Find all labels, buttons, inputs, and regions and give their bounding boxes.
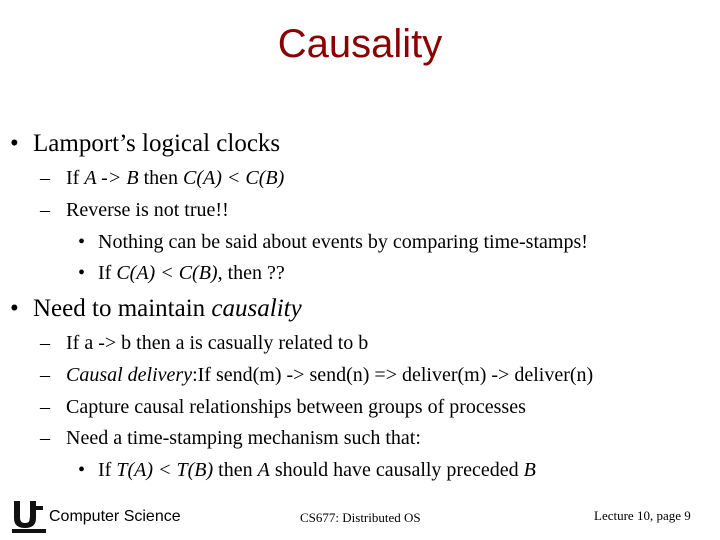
text: If: [98, 459, 117, 481]
text-italic: B: [523, 459, 536, 481]
dash-marker: –: [40, 199, 50, 221]
text: Need a time-stamping mechanism such that:: [66, 427, 421, 449]
text: then: [138, 167, 183, 189]
bullet-text: Need to maintain: [33, 295, 212, 322]
bullet-lamport-clocks: [10, 130, 280, 158]
dash-marker: –: [40, 167, 50, 189]
text: Reverse is not true!!: [66, 199, 229, 221]
bullet-marker: •: [78, 231, 86, 253]
text-italic: C(A) < C(B): [183, 167, 285, 189]
umass-logo-icon: [11, 498, 47, 534]
subbullet-happens-before: [40, 167, 284, 190]
text-italic: C(A) < C(B),: [116, 262, 223, 284]
subbullet-casually-related: [40, 332, 368, 355]
text: Capture causal relationships between groups of processes: [66, 396, 526, 418]
text: then: [213, 459, 258, 481]
bullet-marker: •: [78, 459, 86, 481]
slide-footer: [0, 496, 720, 540]
department-label: Computer Science: [49, 508, 181, 525]
bullet-marker: •: [10, 130, 19, 157]
text: should have causally preceded: [269, 459, 524, 481]
course-label: CS677: Distributed OS: [300, 510, 421, 525]
dash-marker: –: [40, 332, 50, 354]
bullet-maintain-causality: [10, 295, 302, 323]
dash-marker: –: [40, 396, 50, 418]
subsubbullet-if-ca: [78, 262, 285, 285]
text: If a -> b then a is casually related to b: [66, 332, 369, 354]
text-italic: Causal delivery: [66, 364, 193, 386]
subbullet-time-stamping: [40, 427, 421, 450]
bullet-marker: •: [78, 262, 86, 284]
dash-marker: –: [40, 364, 50, 386]
text: If: [98, 262, 117, 284]
lecture-page-label: Lecture 10, page 9: [594, 508, 691, 523]
bullet-text-italic: causality: [211, 295, 302, 322]
text: Nothing can be said about events by comparing time-stamps!: [98, 231, 588, 253]
text: then ??: [222, 262, 285, 284]
dash-marker: –: [40, 427, 50, 449]
subsubbullet-nothing: [78, 231, 588, 254]
bullet-text: Lamport’s logical clocks: [33, 130, 281, 157]
text-italic: T(A) < T(B): [116, 459, 214, 481]
subbullet-reverse: [40, 199, 229, 222]
text-italic: A -> B: [84, 167, 139, 189]
slide-title: Causality: [277, 22, 443, 66]
text: If: [66, 167, 85, 189]
text-italic: A: [257, 459, 270, 481]
text: :If send(m) -> send(n) => deliver(m) -> deliver(n): [192, 364, 594, 386]
bullet-marker: •: [10, 295, 19, 322]
subbullet-causal-delivery: [40, 364, 593, 387]
subbullet-capture: [40, 396, 526, 419]
subsubbullet-if-ta: [78, 459, 536, 482]
